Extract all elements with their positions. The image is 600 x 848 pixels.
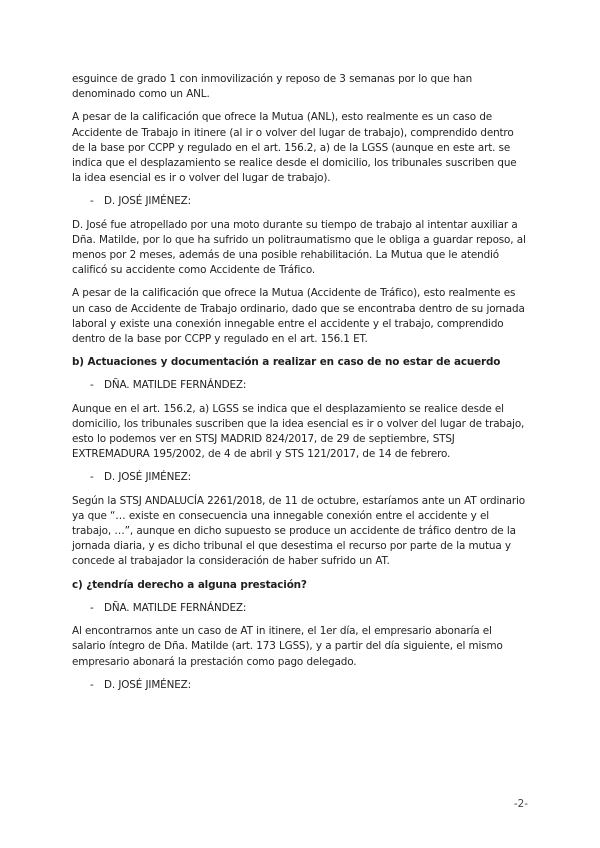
- bullet-dash: -: [90, 471, 94, 484]
- bullet-jose-1: - D. JOSÉ JIMÉNEZ:: [72, 194, 528, 209]
- bullet-matilde-2: - DÑA. MATILDE FERNÁNDEZ:: [72, 601, 528, 616]
- bullet-matilde-1: - DÑA. MATILDE FERNÁNDEZ:: [72, 378, 528, 393]
- paragraph-matilde-prestacion: Al encontrarnos ante un caso de AT in itinere, el 1er día, el empresario abonaría el salario íntegro de Dña. Matilde (art. 173 LGSS), y a partir del día siguiente, el mismo empresario abonará la prestación como pago delegado.: [72, 625, 503, 668]
- bullet-dash: -: [90, 601, 94, 614]
- bullet-dash: -: [90, 195, 94, 208]
- heading-b-actuaciones: b) Actuaciones y documentación a realizar en caso de no estar de acuerdo: [72, 356, 501, 369]
- bullet-dash: -: [90, 678, 94, 691]
- paragraph-jose-calificacion: A pesar de la calificación que ofrece la Mutua (Accidente de Tráfico), esto realmente es un caso de Accidente de Trabajo ordinario, dado que se encontraba dentro de su jornada laboral y existe una conexión innegable entre el accidente y el trabajo, comprendido dentro de la base por CCPP y regulado en el art. 156.1 ET.: [72, 287, 525, 346]
- bullet-jose-2: - D. JOSÉ JIMÉNEZ:: [72, 470, 528, 485]
- document-page: [72, 72, 528, 693]
- paragraph-matilde-calificacion: A pesar de la calificación que ofrece la Mutua (ANL), esto realmente es un caso de Accidente de Trabajo in itinere (al ir o volver del lugar de trabajo), comprendido dentro de la base por CCPP y regulado en el art. 156.2, a) de la LGSS (aunque en este art. se indica que el desplazamiento se realice desde el domicilio, los tribunales suscriben que la idea esencial es ir o volver del lugar de trabajo).: [72, 111, 517, 185]
- paragraph-jose-atropello: D. José fue atropellado por una moto durante su tiempo de trabajo al intentar auxiliar a Dña. Matilde, por lo que ha sufrido un politraumatismo que le obliga a guardar reposo, al menos por 2 meses, además de una posible rehabilitación. La Mutua que le atendió calificó su accidente como Accidente de Tráfico.: [72, 218, 526, 277]
- paragraph-jose-jurisprudencia: Según la STSJ ANDALUCÍA 2261/2018, de 11 de octubre, estaríamos ante un AT ordinario ya que “… existe en consecuencia una innegable conexión entre el accidente y el trabajo, …”, aunque en dicho supuesto se produce un accidente de tráfico dentro de la jornada diaria, y es dicho tribunal el que desestima el recurso por parte de la mutua y concede al trabajador la consideración de haber sufrido un AT.: [72, 494, 525, 568]
- paragraph-matilde-jurisprudencia: Aunque en el art. 156.2, a) LGSS se indica que el desplazamiento se realice desde el domicilio, los tribunales suscriben que la idea esencial es ir o volver del lugar de trabajo, esto lo podemos ver en STSJ MADRID 824/2017, de 29 de septiembre, STSJ EXTREMADURA 195/2002, de 4 de abril y STS 121/2017, de 14 de febrero.: [72, 402, 525, 461]
- bullet-dash: -: [90, 379, 94, 392]
- page-number: -2-: [513, 798, 528, 810]
- paragraph-anl-continuation: esguince de grado 1 con inmovilización y reposo de 3 semanas por lo que han denominado como un ANL.: [72, 73, 473, 101]
- heading-c-prestacion: c) ¿tendría derecho a alguna prestación?: [72, 578, 307, 591]
- bullet-jose-3: - D. JOSÉ JIMÉNEZ:: [72, 678, 528, 693]
